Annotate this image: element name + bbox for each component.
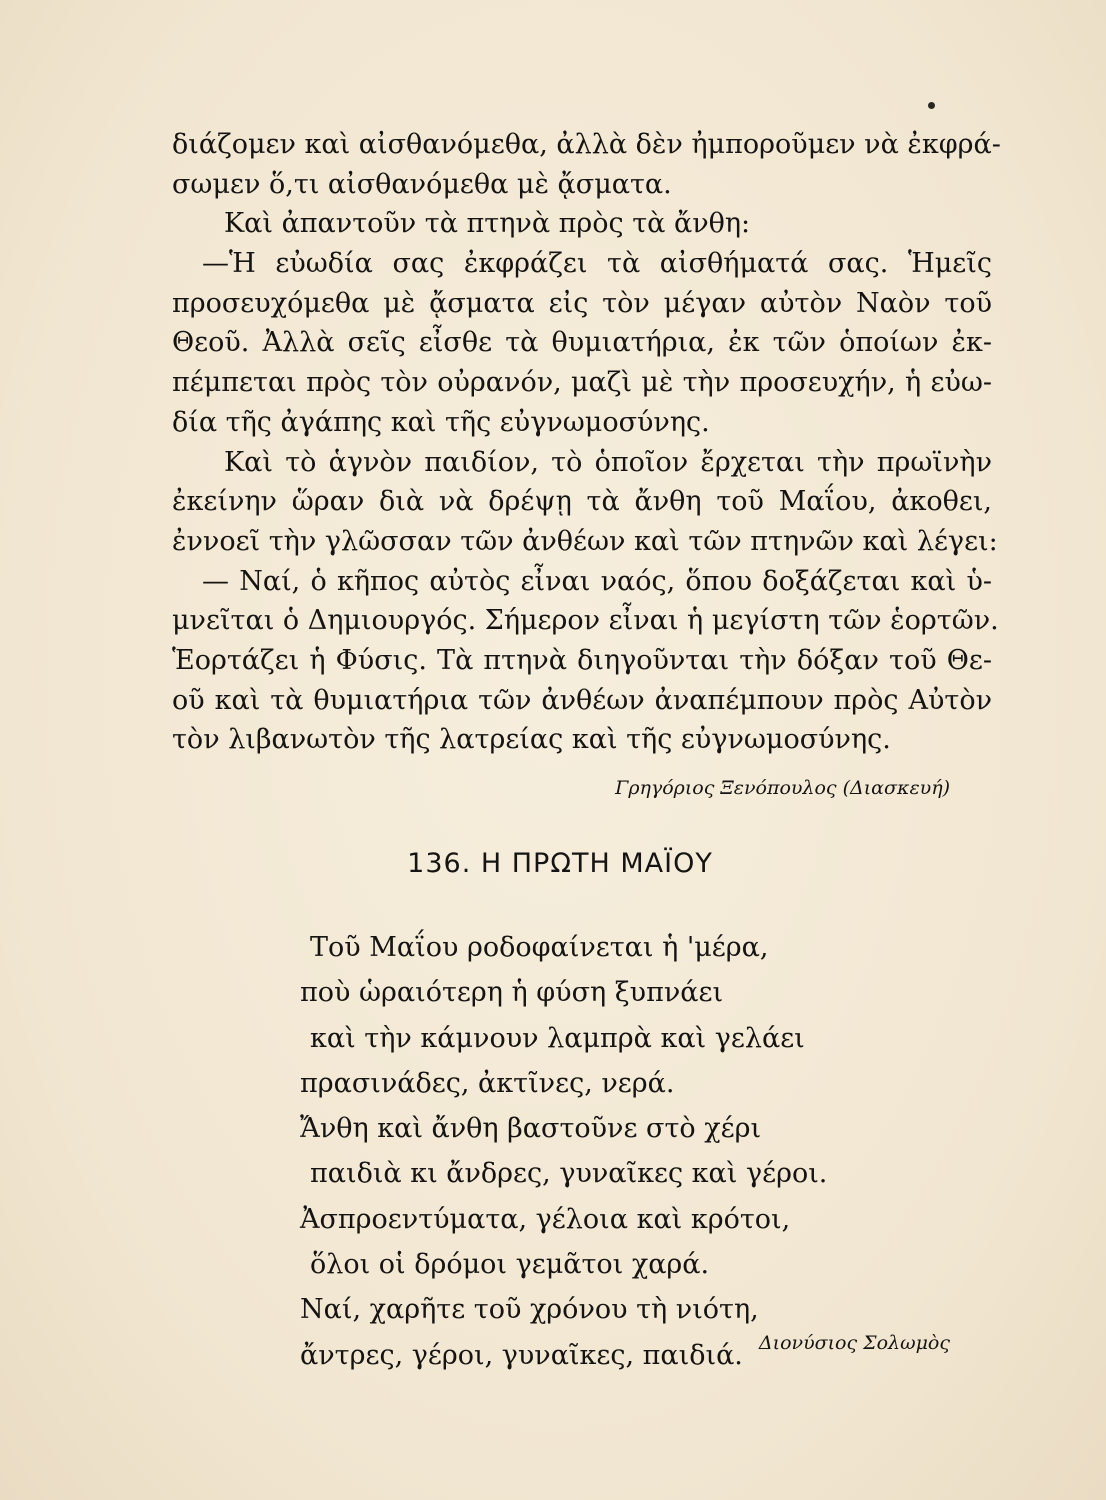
prose-line: μνεῖται ὁ Δημιουργός. Σήμερον εἶναι ἡ μεγίστη τῶν ἑορτῶν. [172, 605, 999, 637]
ink-speck [928, 102, 935, 109]
poem-line: πρασινάδες, ἀκτῖνες, νερά. [300, 1067, 675, 1099]
prose-line: — Ναί, ὁ κῆπος αὐτὸς εἶναι ναός, ὅπου δοξάζεται καὶ ὑ- [202, 565, 992, 597]
section-heading: 136. Η ΠΡΩΤΗ ΜΑΪΟΥ [407, 848, 713, 879]
prose-attribution: Γρηγόριος Ξενόπουλος (Διασκευή) [615, 777, 950, 799]
poem-line: Τοῦ Μαΐου ροδοφαίνεται ἡ 'μέρα, [310, 932, 769, 963]
prose-line: διάζομεν καὶ αἰσθανόμεθα, ἀλλὰ δὲν ἠμποροῦμεν νὰ ἐκφρά- [172, 129, 1001, 160]
prose-line: ἐκείνην ὥραν διὰ νὰ δρέψῃ τὰ ἄνθη τοῦ Μαΐου, ἀκοθει, [172, 486, 992, 518]
prose-line: προσευχόμεθα μὲ ᾄσματα εἰς τὸν μέγαν αὐτὸν Ναὸν τοῦ [172, 287, 992, 319]
poem-line: Ἀσπροεντύματα, γέλοια καὶ κρότοι, [300, 1203, 791, 1235]
poem-line: Ναί, χαρῆτε τοῦ χρόνου τὴ νιότη, [300, 1294, 759, 1326]
prose-line: ἐννοεῖ τὴν γλῶσσαν τῶν ἀνθέων καὶ τῶν πτηνῶν καὶ λέγει: [172, 525, 998, 557]
prose-line: πέμπεται πρὸς τὸν οὐρανόν, μαζὶ μὲ τὴν προσευχήν, ἡ εὐω- [172, 367, 992, 399]
prose-line: Θεοῦ. Ἀλλὰ σεῖς εἶσθε τὰ θυμιατήρια, ἐκ τῶν ὁποίων ἐκ- [172, 327, 992, 359]
prose-line: —Ἡ εὐωδία σας ἐκφράζει τὰ αἰσθήματά σας. Ἡμεῖς [202, 248, 992, 280]
prose-line: δία τῆς ἀγάπης καὶ τῆς εὐγνωμοσύνης. [172, 406, 710, 438]
prose-line: Καὶ τὸ ἁγνὸν παιδίον, τὸ ὁποῖον ἔρχεται τὴν πρωϊνὴν [224, 446, 992, 478]
poem-line: ποὺ ὡραιότερη ἡ φύση ξυπνάει [300, 977, 724, 1009]
poem-line: καὶ τὴν κάμνουν λαμπρὰ καὶ γελάει [310, 1022, 805, 1054]
poem-line: ἄντρες, γέροι, γυναῖκες, παιδιά. [300, 1339, 743, 1371]
poem-attribution: Διονύσιος Σολωμὸς [758, 1332, 950, 1354]
poem [300, 925, 827, 1378]
prose-line: τὸν λιβανωτὸν τῆς λατρείας καὶ τῆς εὐγνωμοσύνης. [172, 724, 891, 756]
poem-line: ὅλοι οἱ δρόμοι γεμᾶτοι χαρά. [310, 1249, 710, 1281]
prose-line: οῦ καὶ τὰ θυμιατήρια τῶν ἀνθέων ἀναπέμπουν πρὸς Αὐτὸν [172, 684, 992, 716]
poem-line: παιδιὰ κι ἄνδρες, γυναῖκες καὶ γέροι. [310, 1158, 828, 1190]
prose-line: Ἑορτάζει ἡ Φύσις. Τὰ πτηνὰ διηγοῦνται τὴν δόξαν τοῦ Θε- [172, 644, 992, 676]
prose-line: σωμεν ὅ,τι αἰσθανόμεθα μὲ ᾄσματα. [172, 168, 672, 200]
poem-line: Ἄνθη καὶ ἄνθη βαστοῦνε στὸ χέρι [300, 1113, 762, 1145]
prose-line: Καὶ ἀπαντοῦν τὰ πτηνὰ πρὸς τὰ ἄνθη: [224, 208, 751, 240]
prose-passage [172, 125, 1001, 760]
